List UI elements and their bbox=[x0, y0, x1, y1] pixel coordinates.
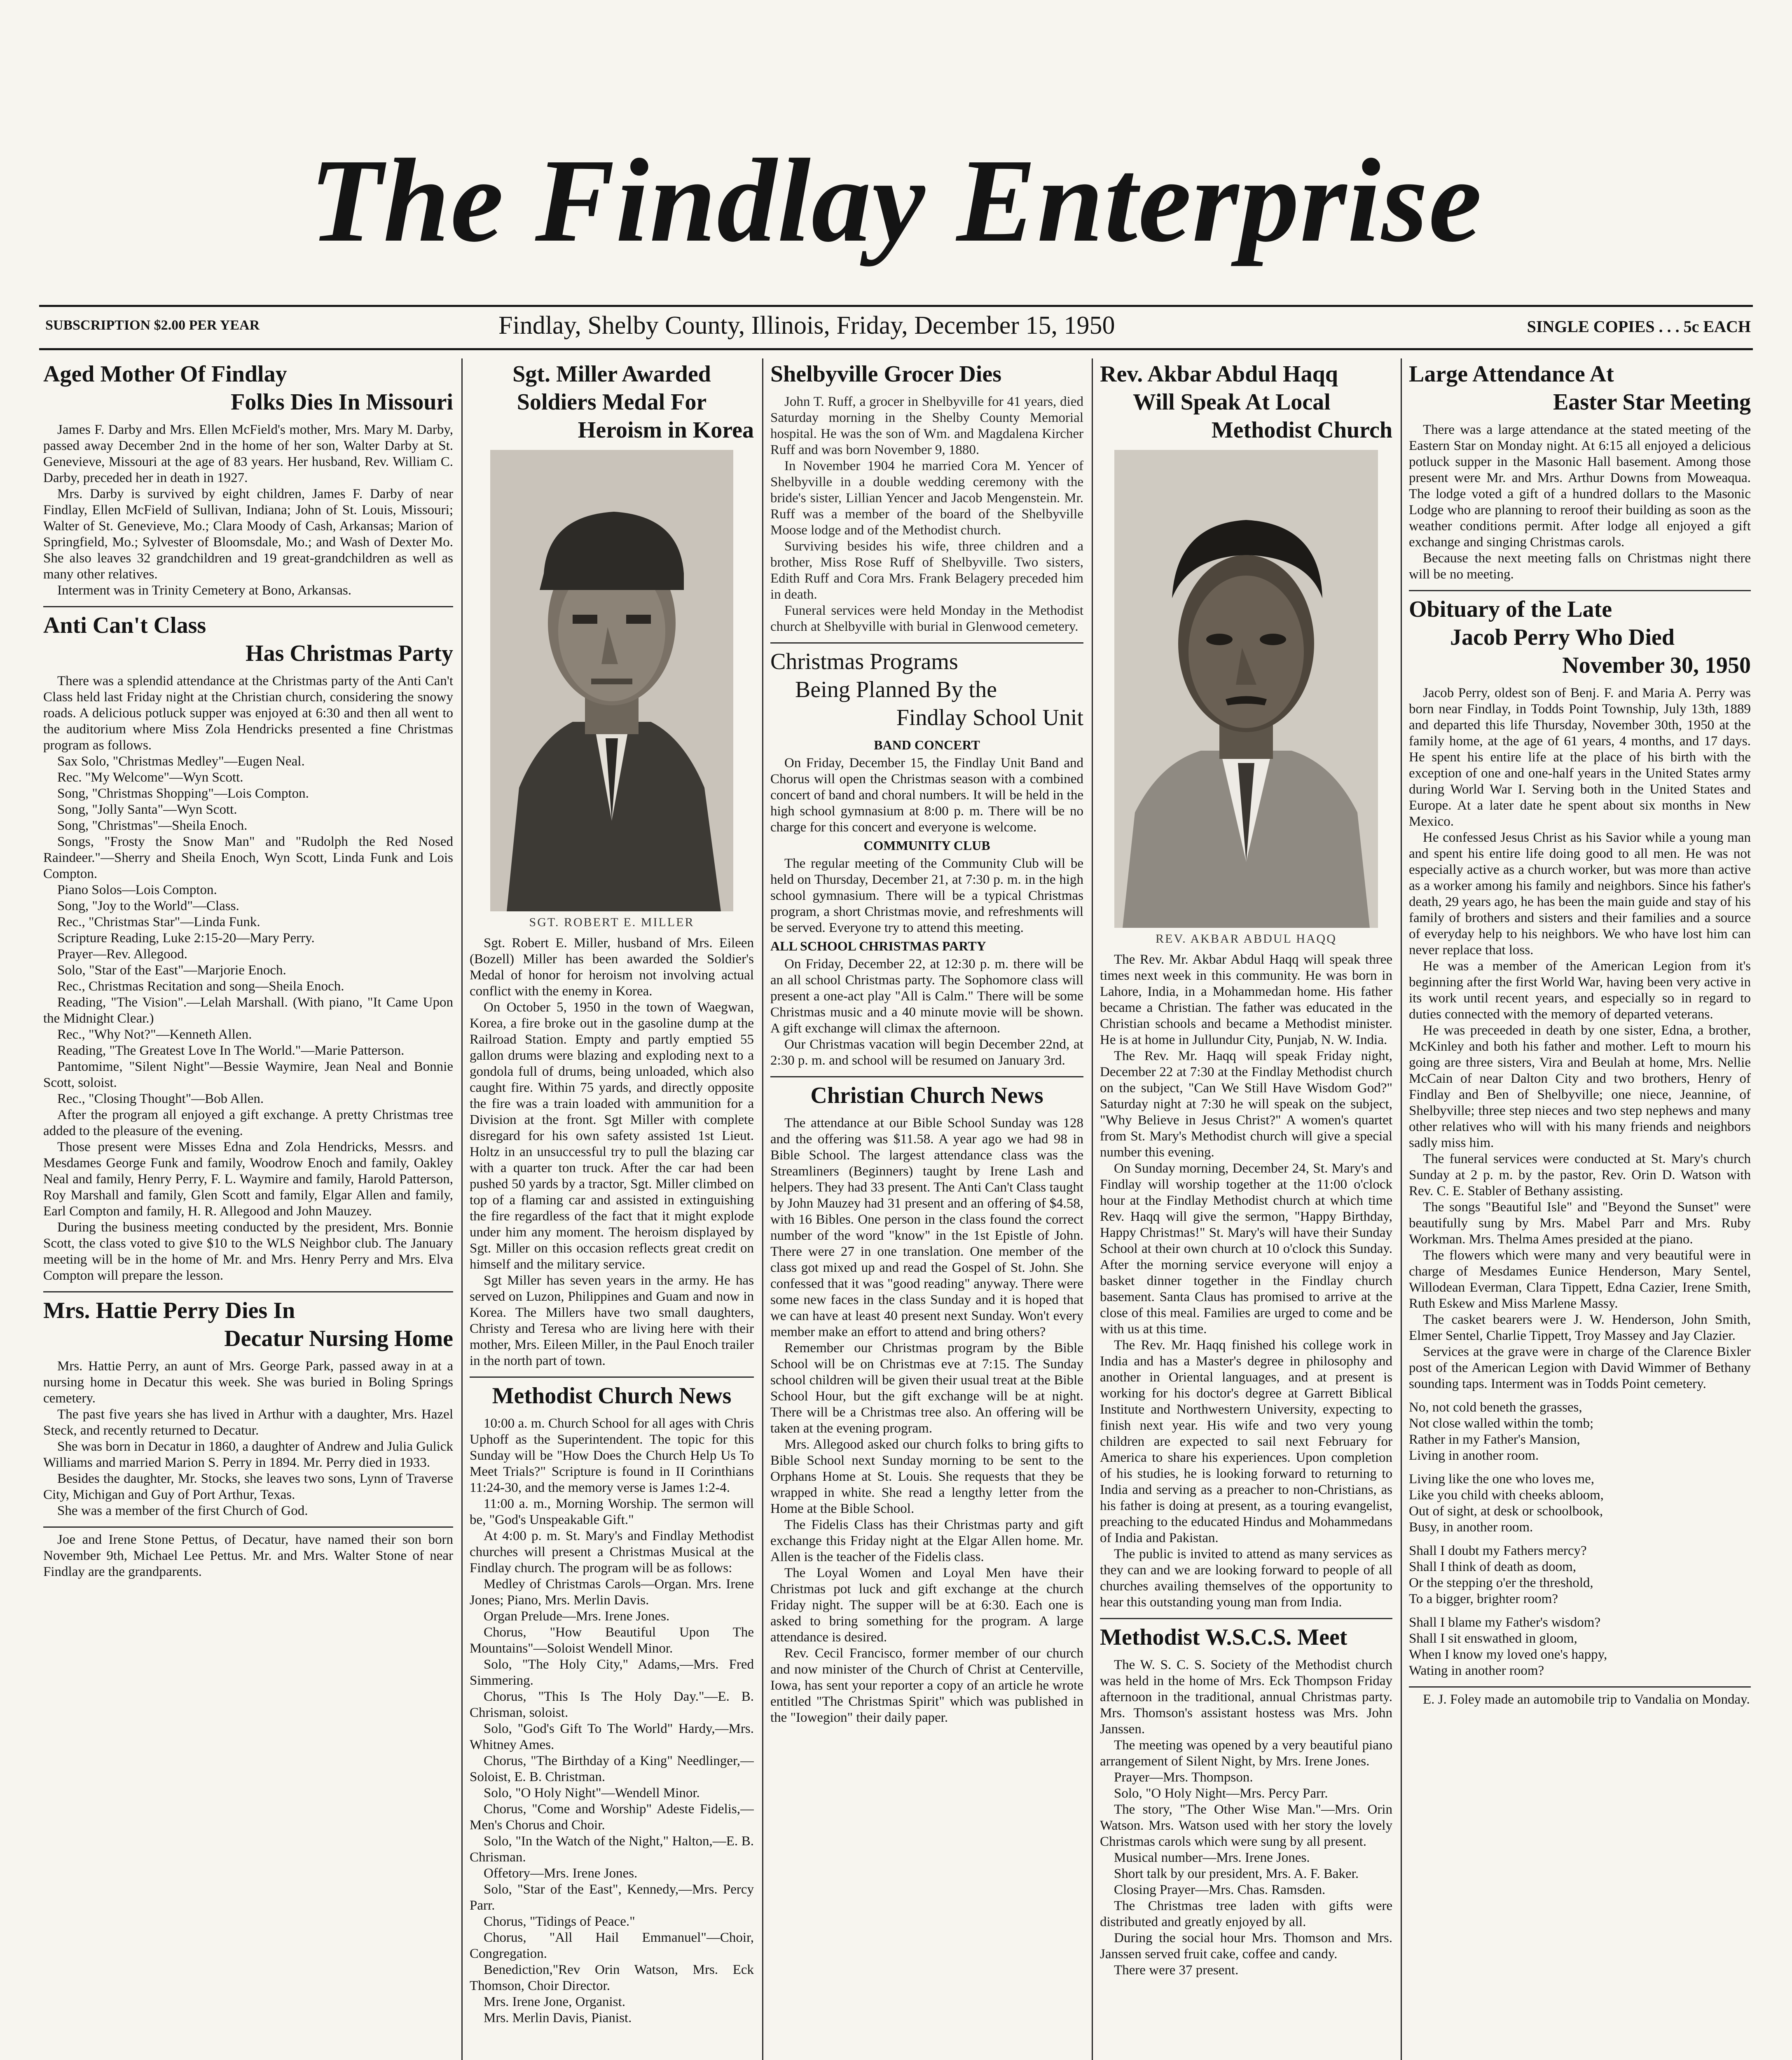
article-christian-church-news bbox=[770, 1082, 1083, 1726]
paragraph: Song, "Christmas Shopping"—Lois Compton. bbox=[57, 786, 309, 801]
dateline: Findlay, Shelby County, Illinois, Friday, December 15, 1950 bbox=[498, 311, 1115, 339]
paragraph: On Friday, December 22, at 12:30 p. m. there will be an all school Christmas party. The Sophomore class will present a one-act play "All is Calm." There will be some Christmas music and a 40 minute movie will be shown. A gift exchange will climax the afternoon. bbox=[770, 957, 1083, 1036]
article-body bbox=[1100, 1657, 1392, 1978]
paragraph: He was a member of the American Legion from it's beginning after the first World War, having been very active in its work until recent years, and especially so in regard to duties connected with the memory of departed veterans. bbox=[1409, 959, 1751, 1022]
paragraph: Solo, "Star of the East", Kennedy,—Mrs. Percy Parr. bbox=[470, 1882, 754, 1913]
paragraph: He confessed Jesus Christ as his Savior while a young man and spent his entire life doing good to all men. He was not especially active as a church worker, but was more than active as a worker among his family and neighbors. Since his father's death, 29 years ago, he has been the main guide and stay of his family of brothers and sisters and their families and a source of everyday help to his neighbors. We who have lost him can never replace that loss. bbox=[1409, 830, 1751, 957]
headline-line: Will Speak At Local bbox=[1133, 389, 1331, 415]
paragraph: The Rev. Mr. Haqq will speak Friday night, December 22 at 7:30 at the Findlay Methodist church on the subject, "Can We Still Have Wisdom God?" Saturday night at 7:30 he will speak on the subject, "Why Believe in Jesus Christ?" A women's quartet from St. Mary's Methodist church will give a special number this evening. bbox=[1100, 1049, 1392, 1160]
headline-line: Decatur Nursing Home bbox=[224, 1326, 453, 1351]
paragraph: Remember our Christmas program by the Bible School will be on Christmas eve at 7:15. The Sunday school children will be given their usual treat at the Bible School Hour, but the gift exchange will be at night. There will be a Christmas tree also. An offering will be taken at the evening program. bbox=[770, 1341, 1083, 1436]
article-rule bbox=[1409, 590, 1751, 591]
headline-line: Christmas Programs bbox=[770, 649, 958, 674]
paragraph: Jacob Perry, oldest son of Benj. F. and Maria A. Perry was born near Findlay, in Todds Point Township, July 13th, 1889 and departed this life Thursday, November 30th, 1950 at the family home, at the age of 61 years, 4 months, and 17 days. He spent his entire life at the place of his birth with the exception of one and one-half years in the United States army during World War I. Serving both in the United States and Europe. At a later date he spent about six months in New Mexico. bbox=[1409, 686, 1751, 829]
paragraph: Reading, "The Vision".—Lelah Marshall. (With piano, "It Came Upon the Midnight Clear.) bbox=[43, 995, 453, 1026]
paragraph: Besides the daughter, Mr. Stocks, she leaves two sons, Lynn of Traverse City, Michigan and Guy of Port Arthur, Texas. bbox=[43, 1471, 453, 1502]
portrait-photo-haqq bbox=[1114, 450, 1378, 928]
headline bbox=[43, 1297, 453, 1353]
paragraph: Those present were Misses Edna and Zola Hendricks, Messrs. and Mesdames George Funk and family, Woodrow Enoch and family, Oakley Neal and family, Henry Perry, F. L. Waymire and family, Harold Patterson, Roy Marshall and family, Glen Scott and family, Elgar Allen and family, Earl Compton and family, H. R. Allegood and John Mauzey. bbox=[43, 1140, 453, 1219]
paragraph: On Friday, December 15, the Findlay Unit Band and Chorus will open the Christmas season with a combined concert of band and choral numbers. It will be held in the high school gymnasium at 8:00 p. m. There will be no charge for this concert and everyone is welcome. bbox=[770, 756, 1083, 835]
paragraph: The past five years she has lived in Arthur with a daughter, Mrs. Hazel Steck, and recently returned to Decatur. bbox=[43, 1407, 453, 1438]
headline bbox=[770, 648, 1083, 732]
headline bbox=[770, 360, 1083, 388]
paragraph: Mrs. Allegood asked our church folks to bring gifts to Bible School next Sunday morning to be sent to the Orphans Home at St. Louis. She requests that they be wrapped in white. She read a lengthy letter from the Home at the Bible School. bbox=[770, 1437, 1083, 1516]
headline bbox=[1100, 1623, 1392, 1651]
paragraph: The casket bearers were J. W. Henderson, John Smith, Elmer Sentel, Charlie Tippett, Troy Massey and Jay Clazier. bbox=[1409, 1312, 1751, 1343]
paragraph: Rec. "My Welcome"—Wyn Scott. bbox=[57, 770, 243, 785]
paragraph: Prayer—Rev. Allegood. bbox=[57, 947, 187, 962]
headline-line: Methodist Church News bbox=[492, 1383, 732, 1409]
paragraph: During the social hour Mrs. Thomson and Mrs. Janssen served fruit cake, coffee and candy. bbox=[1100, 1931, 1392, 1962]
paragraph: Solo, "In the Watch of the Night," Halton,—E. B. Chrisman. bbox=[470, 1834, 754, 1865]
paragraph: John T. Ruff, a grocer in Shelbyville for 41 years, died Saturday morning in the Shelby County Memorial hospital. He was the son of Wm. and Magdalena Kircher Ruff and was born November 9, 1880. bbox=[770, 394, 1083, 457]
soldier-portrait-image bbox=[490, 450, 733, 911]
article-body bbox=[470, 1416, 754, 2026]
paragraph: Mrs. Irene Jone, Organist. bbox=[484, 1994, 625, 2009]
paragraph: Solo, "Star of the East"—Marjorie Enoch. bbox=[57, 963, 286, 978]
paragraph: The songs "Beautiful Isle" and "Beyond the Sunset" were beautifully sung by Mrs. Mabel Parr and Mrs. Ruby Workman. Mrs. Thelma Ames presided at the piano. bbox=[1409, 1200, 1751, 1247]
column-4 bbox=[1100, 358, 1392, 2060]
headline bbox=[1409, 360, 1751, 416]
article-jacob-perry-obituary bbox=[1409, 595, 1751, 1679]
paragraph: E. J. Foley made an automobile trip to Vandalia on Monday. bbox=[1423, 1692, 1750, 1707]
paragraph: Mrs. Darby is survived by eight children, James F. Darby of near Findlay, Ellen McField of Sullivan, Indiana; John of St. Louis, Missouri; Walter of St. Genevieve, Mo.; Clara Moody of Cash, Arkansas; Marion of Springfield, Mo.; Sylvester of Bloomsdale, Mo.; and Wash of Dexter Mo. She also leaves 32 grandchildren and 19 great-grandchildren as well as many other relatives. bbox=[43, 487, 453, 582]
article-body bbox=[470, 935, 754, 1369]
single-copy-price: SINGLE COPIES . . . 5c EACH bbox=[1527, 317, 1751, 336]
paragraph: Closing Prayer—Mrs. Chas. Ramsden. bbox=[1114, 1882, 1326, 1897]
masthead-infobar bbox=[45, 311, 1751, 344]
paragraph: During the business meeting conducted by the president, Mrs. Bonnie Scott, the class voted to give $10 to the WLS Neighbor club. The January meeting will be in the home of Mr. and Mrs. Henry Perry and Mrs. Elva Compton will prepare the lesson. bbox=[43, 1220, 453, 1283]
column-1 bbox=[43, 358, 453, 2060]
article-body bbox=[43, 1532, 453, 1580]
article-body bbox=[1409, 422, 1751, 583]
paragraph: Chorus, "The Birthday of a King" Needlinger,—Soloist, E. B. Christman. bbox=[470, 1753, 754, 1784]
column-divider bbox=[1092, 358, 1093, 2060]
paragraph: Offetory—Mrs. Irene Jones. bbox=[484, 1866, 638, 1881]
paragraph: Solo, "O Holy Night—Mrs. Percy Parr. bbox=[1114, 1786, 1328, 1801]
headline-line: Findlay School Unit bbox=[896, 705, 1083, 730]
column-3 bbox=[770, 358, 1083, 2060]
paragraph: James F. Darby and Mrs. Ellen McField's mother, Mrs. Mary M. Darby, passed away December 2nd in the home of her son, Walter Darby at St. Genevieve, Missouri at the age of 83 years. Her husband, Rev. William C. Darby, preceded her in death in 1927. bbox=[43, 422, 453, 485]
paragraph: Chorus, "All Hail Emmanuel"—Choir, Congregation. bbox=[470, 1930, 754, 1961]
paragraph: The meeting was opened by a very beautiful piano arrangement of Silent Night, by Mrs. Irene Jones. bbox=[1100, 1738, 1392, 1769]
paragraph: Our Christmas vacation will begin December 22nd, at 2:30 p. m. and school will be resumed on January 3rd. bbox=[770, 1037, 1083, 1068]
article-pettus-birth bbox=[43, 1532, 453, 1580]
paragraph: The flowers which were many and very beautiful were in charge of Mesdames Eunice Henderson, Mary Sentel, Willodean Everman, Clara Tippett, Edna Cazier, Irene Smith, Ruth Eskew and Miss Marlene Massy. bbox=[1409, 1248, 1751, 1311]
paragraph: Funeral services were held Monday in the Methodist church at Shelbyville with burial in Glenwood cemetery. bbox=[770, 603, 1083, 634]
paragraph: On October 5, 1950 in the town of Waegwan, Korea, a fire broke out in the gasoline dump at the Railroad Station. Empty and partly emptied 55 gallon drums were blazing and exploding next to a gondola full of drums, being unloaded, which also caught fire. Within 75 yards, and directly opposite the fire was a train loaded with ammunition for a Division at the front. Sgt Miller with complete disregard for his own safety assisted 1st Lieut. Holtz in an unsuccessful try to pull the blazing car with a quarter ton truck. After the car had been pushed 50 yards by a tractor, Sgt. Miller climbed on top of a flaming car and assisted in extinguishing the fire regardless of the fact that it might explode under him any moment. The heroism displayed by Sgt. Miller on this occasion reflects great credit on himself and the military service. bbox=[470, 1000, 754, 1272]
paragraph: 10:00 a. m. Church School for all ages with Chris Uphoff as the Superintendent. The topic for this Sunday will be "How Does the Church Help Us To Meet Trials?" Scripture is found in II Corinthians 11:24-30, and the memory verse is James 1:2-4. bbox=[470, 1416, 754, 1495]
column-2 bbox=[470, 358, 754, 2060]
paragraph: Medley of Christmas Carols—Organ. Mrs. Irene Jones; Piano, Mrs. Merlin Davis. bbox=[470, 1577, 754, 1608]
paragraph: Rec., "Christmas Star"—Linda Funk. bbox=[57, 915, 260, 929]
paragraph: Short talk by our president, Mrs. A. F. Baker. bbox=[1114, 1866, 1359, 1881]
paragraph: Solo, "God's Gift To The World" Hardy,—Mrs. Whitney Ames. bbox=[470, 1721, 754, 1752]
paragraph: Scripture Reading, Luke 2:15-20—Mary Perry. bbox=[57, 931, 315, 946]
article-body bbox=[1409, 1692, 1751, 1708]
paragraph: She was born in Decatur in 1860, a daughter of Andrew and Julia Gulick Williams and married Marion S. Perry in 1894. Mr. Perry died in 1933. bbox=[43, 1439, 453, 1470]
article-methodist-church-news bbox=[470, 1382, 754, 2026]
paragraph: Joe and Irene Stone Pettus, of Decatur, have named their son born November 9th, Michael Lee Pettus. Mr. and Mrs. Walter Stone of near Findlay are the grandparents. bbox=[43, 1532, 453, 1579]
paragraph: Rec., "Closing Thought"—Bob Allen. bbox=[57, 1091, 264, 1106]
reverend-portrait-image bbox=[1114, 450, 1378, 928]
headline-line: Obituary of the Late bbox=[1409, 597, 1612, 622]
paragraph: The regular meeting of the Community Club will be held on Thursday, December 21, at 7:30 p. m. in the high school gymnasium. There will be a typical Christmas program, a short Christmas movie, and refreshments will be served. Everyone try to attend this meeting. bbox=[770, 856, 1083, 935]
headline-line: Shelbyville Grocer Dies bbox=[770, 361, 1001, 387]
headline-line: Jacob Perry Who Died bbox=[1450, 625, 1675, 650]
article-body bbox=[770, 394, 1083, 635]
column-5 bbox=[1409, 358, 1751, 2060]
headline bbox=[770, 1082, 1083, 1110]
paragraph: He was preceeded in death by one sister, Edna, a brother, McKinley and both his father and mother. Left to mourn his going are three sisters, Vira and Beulah at home, Mrs. Nellie McCain of near Dalton City and two brothers, Henry of Findlay and Ben of Shelbyville; one niece, Jeannine, of Shelbyville; three step nieces and two step nephews and many other relatives who will with his many friends and neighbors sadly miss him. bbox=[1409, 1023, 1751, 1150]
article-darby-obituary bbox=[43, 360, 453, 599]
paragraph: Chorus, "This Is The Holy Day."—E. B. Chrisman, soloist. bbox=[470, 1689, 754, 1720]
subheading: BAND CONCERT bbox=[874, 737, 980, 752]
paragraph: After the program all enjoyed a gift exchange. A pretty Christmas tree added to the pleasure of the evening. bbox=[43, 1107, 453, 1138]
paragraph: There was a large attendance at the stated meeting of the Eastern Star on Monday night. At 6:15 all enjoyed a delicious potluck supper in the Masonic Hall basement. Among those present were Mr. and Mrs. Arthur Downs from Moweaqua. The lodge voted a gift of a hundred dollars to the Masonic Lodge who are planning to reroof their building as soon as the weather conditions permit. After lodge all enjoyed a gift exchange and singing Christmas carols. bbox=[1409, 422, 1751, 550]
article-body bbox=[770, 1115, 1083, 1726]
column-divider bbox=[762, 358, 763, 2060]
paragraph: The public is invited to attend as many services as they can and we are looking forward to people of all churches availing themselves of the opportunity to hear this outstanding young man from India. bbox=[1100, 1547, 1392, 1610]
paragraph: The funeral services were conducted at St. Mary's church Sunday at 2 p. m. by the pastor, Rev. Orin D. Watson with Rev. C. E. Stabler of Bethany assisting. bbox=[1409, 1152, 1751, 1199]
paragraph: Services at the grave were in charge of the Clarence Bixler post of the American Legion with David Wimmer of Bethany sounding taps. Interment was in Todds Point cemetery. bbox=[1409, 1344, 1751, 1391]
paragraph: Song, "Jolly Santa"—Wyn Scott. bbox=[57, 802, 237, 817]
article-rule bbox=[770, 1076, 1083, 1077]
paragraph: She was a member of the first Church of God. bbox=[57, 1503, 308, 1518]
article-body bbox=[43, 1358, 453, 1519]
poem-stanza: Shall I doubt my Fathers mercy? Shall I think of death as doom, Or the stepping o'er the threshold, To a bigger, brighter room? bbox=[1409, 1543, 1593, 1606]
paragraph: Chorus, "Come and Worship" Adeste Fidelis,—Men's Chorus and Choir. bbox=[470, 1802, 754, 1833]
paragraph: Solo, "The Holy City," Adams,—Mrs. Fred Simmering. bbox=[470, 1657, 754, 1688]
headline bbox=[1100, 360, 1392, 444]
article-rule bbox=[1409, 1686, 1751, 1688]
subheading: COMMUNITY CLUB bbox=[863, 838, 990, 853]
headline-line: Soldiers Medal For bbox=[517, 389, 707, 415]
article-body bbox=[770, 755, 1083, 836]
article-body bbox=[1100, 952, 1392, 1611]
headline-line: Methodist Church bbox=[1211, 417, 1392, 443]
article-rule bbox=[43, 1291, 453, 1292]
headline-line: Easter Star Meeting bbox=[1553, 389, 1751, 415]
paragraph: Rev. Cecil Francisco, former member of our church and now minister of the Church of Christ at Centerville, Iowa, has sent your reporter a copy of an article he wrote entitled "The Christmas Spirit" which was published in the "Iowegion" their daily paper. bbox=[770, 1646, 1083, 1725]
paragraph: Pantomime, "Silent Night"—Bessie Waymire, Jean Neal and Bonnie Scott, soloist. bbox=[43, 1059, 453, 1090]
paragraph: Mrs. Hattie Perry, an aunt of Mrs. George Park, passed away in at a nursing home in Decatur this week. She was buried in Boling Springs cemetery. bbox=[43, 1359, 453, 1406]
paragraph: Song, "Christmas"—Sheila Enoch. bbox=[57, 818, 248, 833]
headline-line: Rev. Akbar Abdul Haqq bbox=[1100, 361, 1338, 387]
paragraph: Song, "Joy to the World"—Class. bbox=[57, 899, 239, 913]
paragraph: Because the next meeting falls on Christmas night there will be no meeting. bbox=[1409, 551, 1751, 582]
subheading: ALL SCHOOL CHRISTMAS PARTY bbox=[770, 939, 986, 953]
article-rev-haqq bbox=[1100, 360, 1392, 1611]
article-school-christmas-programs bbox=[770, 648, 1083, 1069]
poem-stanza: Shall I blame my Father's wisdom? Shall I sit enswathed in gloom, When I know my loved one's happy, Wating in another room? bbox=[1409, 1615, 1607, 1678]
subscription-price: SUBSCRIPTION $2.00 PER YEAR bbox=[45, 318, 260, 333]
headline-line: Large Attendance At bbox=[1409, 361, 1614, 387]
headline-line: November 30, 1950 bbox=[1562, 653, 1751, 678]
portrait-photo-miller bbox=[490, 450, 733, 911]
photo-caption: SGT. ROBERT E. MILLER bbox=[529, 915, 695, 929]
article-sgt-miller bbox=[470, 360, 754, 1369]
headline-line: Has Christmas Party bbox=[246, 641, 453, 666]
column-divider bbox=[461, 358, 463, 2060]
paragraph: The Christmas tree laden with gifts were distributed and greatly enjoyed by all. bbox=[1100, 1898, 1392, 1929]
paragraph: Reading, "The Greatest Love In The World."—Marie Patterson. bbox=[57, 1043, 405, 1058]
article-hattie-perry bbox=[43, 1297, 453, 1519]
paragraph: Sgt Miller has seven years in the army. He has served on Luzon, Philippines and Guam and now in Korea. The Millers have two small daughters, Christy and Teresa who are living here with their mother, Mrs. Eileen Miller, in the Paul Enoch trailer in the north part of town. bbox=[470, 1273, 754, 1368]
paragraph: 11:00 a. m., Morning Worship. The sermon will be, "God's Unspeakable Gift." bbox=[470, 1496, 754, 1527]
paragraph: The Rev. Mr. Haqq finished his college work in India and has a Master's degree in philosophy and another in Oriental languages, and at present is working for his doctor's degree at Garrett Biblical Institute and Northwestern University, expecting to finish next year. His wife and two very young children are expected to sail next February for America to share his experiences. Upon completion of his studies, he is looking forward to returning to India and serving as a preacher to non-Christians, as his father is doing at present, as a touring evangelist, preaching to the educated Hindus and Mohammedans of India and Pakistan. bbox=[1100, 1338, 1392, 1545]
paragraph: At 4:00 p. m. St. Mary's and Findlay Methodist churches will present a Christmas Musical at the Findlay church. The program will be as follows: bbox=[470, 1529, 754, 1575]
paragraph: Interment was in Trinity Cemetery at Bono, Arkansas. bbox=[57, 583, 351, 598]
paragraph: The Rev. Mr. Akbar Abdul Haqq will speak three times next week in this community. He was born in Lahore, India, in a Mohammedan home. His father became a Christian. The father was educated in the Christian schools and became a Methodist minister. He is at home in Jullundur City, Punjab, N. W. India. bbox=[1100, 952, 1392, 1047]
headline-line: Being Planned By the bbox=[795, 677, 997, 702]
poem-stanza: Living like the one who loves me, Like you child with cheeks abloom, Out of sight, at desk or schoolbook, Busy, in another room. bbox=[1409, 1472, 1604, 1535]
paragraph: Surviving besides his wife, three children and a brother, Miss Rose Ruff of Shelbyville. Two sisters, Edith Ruff and Cora Mrs. Frank Belagery preceded him in death. bbox=[770, 539, 1083, 602]
paragraph: The attendance at our Bible School Sunday was 128 and the offering was $11.58. A year ago we had 98 in Bible School. The largest attendance class was the Streamliners (Beginners) taught by Irene Lash and helpers. They had 33 present. The Anti Can't Class taught by John Mauzey had 31 present and an offering of $4.58, with 16 Bibles. One person in the class found the correct number of the word "know" in the 1st Epistle of John. There were 27 in one translation. One member of the class got mixed up and read the Gospel of St. John. She confessed that it was "good reading" anyway. There were some new faces in the class Sunday and it is hoped that we can have at least 40 present next Sunday. Won't every member make an effort to attend and bring others? bbox=[770, 1116, 1083, 1339]
article-rule bbox=[770, 642, 1083, 644]
article-body bbox=[43, 422, 453, 599]
article-rule bbox=[43, 606, 453, 607]
paragraph: Sax Solo, "Christmas Medley"—Eugen Neal. bbox=[57, 754, 305, 769]
article-rule bbox=[470, 1376, 754, 1378]
paragraph: The W. S. C. S. Society of the Methodist church was held in the home of Mrs. Eck Thompson Friday afternoon in the traditional, annual Christmas party. Mrs. Thomson's assistant hostess was Mrs. John Janssen. bbox=[1100, 1657, 1392, 1737]
paragraph: The Loyal Women and Loyal Men have their Christmas pot luck and gift exchange at the church Friday night. The supper will be at 6:30. Each one is asked to bring something for the program. A large attendance is desired. bbox=[770, 1566, 1083, 1645]
paragraph: Chorus, "How Beautiful Upon The Mountains"—Soloist Wendell Minor. bbox=[470, 1625, 754, 1656]
paragraph: Mrs. Merlin Davis, Pianist. bbox=[484, 2011, 632, 2025]
article-wscs-meet bbox=[1100, 1623, 1392, 1978]
paragraph: Benediction,"Rev Orin Watson, Mrs. Eck Thomson, Choir Director. bbox=[470, 1962, 754, 1993]
article-rule bbox=[43, 1526, 453, 1528]
memorial-poem bbox=[1409, 1400, 1751, 1679]
headline-line: Anti Can't Class bbox=[43, 613, 206, 638]
headline bbox=[470, 360, 754, 444]
masthead-rule-bottom bbox=[39, 348, 1753, 350]
article-eastern-star-meeting bbox=[1409, 360, 1751, 583]
article-foley-trip bbox=[1409, 1692, 1751, 1708]
headline bbox=[43, 360, 453, 416]
paragraph: Rec., Christmas Recitation and song—Sheila Enoch. bbox=[57, 979, 344, 994]
headline-line: Methodist W.S.C.S. Meet bbox=[1100, 1625, 1348, 1650]
paragraph: There was a splendid attendance at the Christmas party of the Anti Can't Class held last Friday night at the Christian church, considering the snowy roads. A delicious potluck supper was enjoyed at 6:30 and then all went to the auditorium where Miss Zola Hendricks presented a fine Christmas program as follows. bbox=[43, 674, 453, 753]
paragraph: There were 37 present. bbox=[1114, 1963, 1239, 1978]
poem-stanza: No, not cold beneth the grasses, Not close walled within the tomb; Rather in my Father's Mansion, Living in another room. bbox=[1409, 1400, 1594, 1463]
headline-line: Mrs. Hattie Perry Dies In bbox=[43, 1298, 295, 1323]
masthead-rule-top bbox=[39, 305, 1753, 307]
headline-line: Aged Mother Of Findlay bbox=[43, 361, 287, 387]
paragraph: The Fidelis Class has their Christmas party and gift exchange this Friday night at the Elgar Allen home. Mr. Allen is the teacher of the Fidelis class. bbox=[770, 1517, 1083, 1564]
article-rule bbox=[1100, 1618, 1392, 1619]
paragraph: The story, "The Other Wise Man."—Mrs. Orin Watson. Mrs. Watson used with her story the lovely Christmas carols which were sung by all present. bbox=[1100, 1802, 1392, 1849]
headline bbox=[43, 611, 453, 667]
paragraph: Chorus, "Tidings of Peace." bbox=[484, 1914, 635, 1929]
paragraph: Musical number—Mrs. Irene Jones. bbox=[1114, 1850, 1310, 1865]
paragraph: Piano Solos—Lois Compton. bbox=[57, 883, 217, 897]
headline-line: Christian Church News bbox=[810, 1083, 1043, 1108]
article-anti-cant-class bbox=[43, 611, 453, 1284]
paragraph: Organ Prelude—Mrs. Irene Jones. bbox=[484, 1609, 670, 1624]
headline-line: Folks Dies In Missouri bbox=[231, 389, 453, 415]
paragraph: Songs, "Frosty the Snow Man" and "Rudolph the Red Nosed Raindeer."—Sherry and Sheila Enoch, Wyn Scott, Linda Funk and Lois Compton. bbox=[43, 834, 453, 881]
article-shelbyville-grocer bbox=[770, 360, 1083, 635]
headline bbox=[470, 1382, 754, 1410]
paragraph: On Sunday morning, December 24, St. Mary's and Findlay will worship together at the 11:00 o'clock hour at the Findlay Methodist church at which time Rev. Haqq will give the sermon, "Happy Birthday, Happy Christmas!" St. Mary's will have their Sunday School at their own church at 10 o'clock this Sunday. After the morning service everyone will enjoy a basket dinner together in the Findlay church basement. Santa Claus has promised to arrive at the close of this meal. Families are urged to come and be with us at this time. bbox=[1100, 1161, 1392, 1337]
paragraph: Sgt. Robert E. Miller, husband of Mrs. Eileen (Bozell) Miller has been awarded the Soldier's Medal of honor for heroism not involving actual conflict with the enemy in Korea. bbox=[470, 936, 754, 999]
article-body bbox=[770, 856, 1083, 936]
article-body bbox=[770, 956, 1083, 1069]
headline-line: Sgt. Miller Awarded bbox=[512, 361, 711, 387]
article-body bbox=[1409, 685, 1751, 1392]
paragraph: Rec., "Why Not?"—Kenneth Allen. bbox=[57, 1027, 252, 1042]
article-body bbox=[43, 673, 453, 1284]
paragraph: Solo, "O Holy Night"—Wendell Minor. bbox=[484, 1786, 700, 1800]
paragraph: In November 1904 he married Cora M. Yencer of Shelbyville in a double wedding ceremony with the bride's sister, Lillian Yencer and Jacob Mengenstein. Mr. Ruff was a member of the board of the Shelbyville Moose lodge and of the Methodist church. bbox=[770, 459, 1083, 538]
headline-line: Heroism in Korea bbox=[578, 417, 754, 443]
column-divider bbox=[1401, 358, 1402, 2060]
masthead-title: The Findlay Enterprise bbox=[309, 134, 1483, 267]
paragraph: Prayer—Mrs. Thompson. bbox=[1114, 1770, 1253, 1785]
photo-caption: REV. AKBAR ABDUL HAQQ bbox=[1156, 932, 1337, 946]
headline bbox=[1409, 595, 1751, 679]
